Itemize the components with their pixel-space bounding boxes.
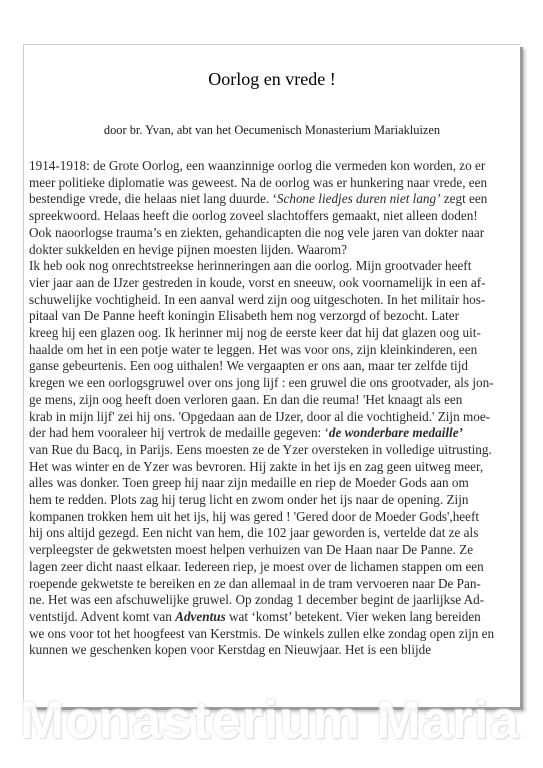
body-line: krab in mijn lijf' zei hij ons. 'Opgedaan aan de IJzer, door al die vochtigheid.' Zijn moe-	[29, 408, 491, 424]
body-line: dokter sukkelden en hevige pijnen moesten lijden. Waarom?	[29, 241, 348, 257]
article-body	[29, 158, 515, 659]
body-line: kreeg hij een glazen oog. Ik herinner mij nog de eerste keer dat hij dat glazen oog uit-	[29, 325, 481, 341]
body-line: we ons voor tot het hoogfeest van Kerstmis. De winkels zullen elke zondag open zijn en	[29, 625, 495, 641]
body-line: der had hem vooraleer hij vertrok de medaille gegeven: ‘de wonderbare medaille’	[29, 425, 463, 441]
body-line: 1914-1918: de Grote Oorlog, een waanzinnige oorlog die vermeden kon worden, zo er	[29, 158, 486, 173]
emphasized-phrase: de wonderbare medaille’	[328, 425, 463, 441]
document-title: Oorlog en vrede !	[208, 69, 336, 89]
body-line: ne. Het was een afschuwelijke gruwel. Op zondag 1 december begint de jaarlijkse Ad-	[29, 592, 485, 608]
body-line: alles was donker. Toen greep hij naar zijn medaille en riep de Moeder Gods aan om	[29, 475, 469, 491]
body-line: bestendige vrede, die helaas niet lang duurde. ‘Schone liedjes duren niet lang’ zegt een	[29, 191, 488, 207]
document-page	[23, 44, 520, 707]
body-line: kunnen we geschenken kopen voor Kerstdag en Nieuwjaar. Het is een blijde	[29, 642, 432, 658]
body-line: Ik heb ook nog onrechtstreekse herinneringen aan die oorlog. Mijn grootvader heeft	[29, 258, 472, 274]
body-line: schuwelijke vochtigheid. In een aanval werd zijn oog uitgeschoten. In het militair hos-	[29, 291, 486, 307]
body-line: verpleegster de gekwetsten moest helpen verhuizen van De Haan naar De Panne. Ze	[29, 542, 474, 558]
body-line: ventstijd. Advent komt van Adventus wat ‘komst’ betekent. Vier weken lang bereiden	[29, 608, 481, 624]
watermark: Monasterium Maria	[20, 691, 521, 750]
body-line: Ook naoorlogse trauma’s en ziekten, gehandicapten die nog vele jaren van dokter naar	[29, 224, 485, 240]
body-line: pitaal van De Panne heeft koningin Elisabeth hem nog verzorgd of bezocht. Later	[29, 308, 460, 324]
body-line: meer politieke diplomatie was geweest. Na de oorlog was er hunkering naar vrede, een	[29, 174, 488, 190]
body-line: kompanen trokken hem uit het ijs, hij was gered ! 'Gered door de Moeder Gods',heeft	[29, 508, 480, 524]
quoted-phrase: Schone liedjes duren niet lang’	[276, 191, 441, 207]
body-line: kregen we een oorlogsgruwel over ons jong lijf : een gruwel die ons grootvader, als jon-	[29, 375, 494, 391]
emphasized-phrase: Adventus	[175, 608, 226, 624]
body-line: vier jaar aan de IJzer gestreden in koude, vorst en sneeuw, ook voornamelijk in een af-	[29, 274, 486, 290]
body-line: ge mens, zijn oog heeft doen verloren gaan. En dan die reuma! 'Het knaagt als een	[29, 391, 463, 407]
body-line: hij ons altijd gezegd. Een nicht van hem, die 102 jaar geworden is, vertelde dat ze als	[29, 525, 479, 541]
body-line: lagen zeer dicht naast elkaar. Iedereen riep, je moest over de lichamen stappen om een	[29, 558, 484, 574]
body-line: roepende gekwetste te bereiken en ze dan allemaal in de tram vervoeren naar De Pan-	[29, 575, 481, 591]
body-line: Het was winter en de Yzer was bevroren. Hij zakte in het ijs en zag geen uitweg meer,	[29, 458, 484, 474]
body-line: haalde om het in een potje water te leggen. Het was voor ons, zijn kleinkinderen, een	[29, 341, 478, 357]
body-line: ganse gebeurtenis. Een oog uithalen! We vergaapten er ons aan, maar ter zelfde tijd	[29, 358, 468, 374]
body-line: van Rue du Bacq, in Parijs. Eens moesten ze de Yzer oversteken in volledige uitrusting.	[29, 441, 492, 457]
body-line: spreekwoord. Helaas heeft die oorlog zoveel slachtoffers gemaakt, niet alleen doden!	[29, 208, 478, 224]
document-byline: door br. Yvan, abt van het Oecumenisch Monasterium Mariakluizen	[103, 123, 441, 137]
body-line: hem te redden. Plots zag hij terug licht en zwom onder het ijs naar de opening. Zijn	[29, 492, 469, 508]
